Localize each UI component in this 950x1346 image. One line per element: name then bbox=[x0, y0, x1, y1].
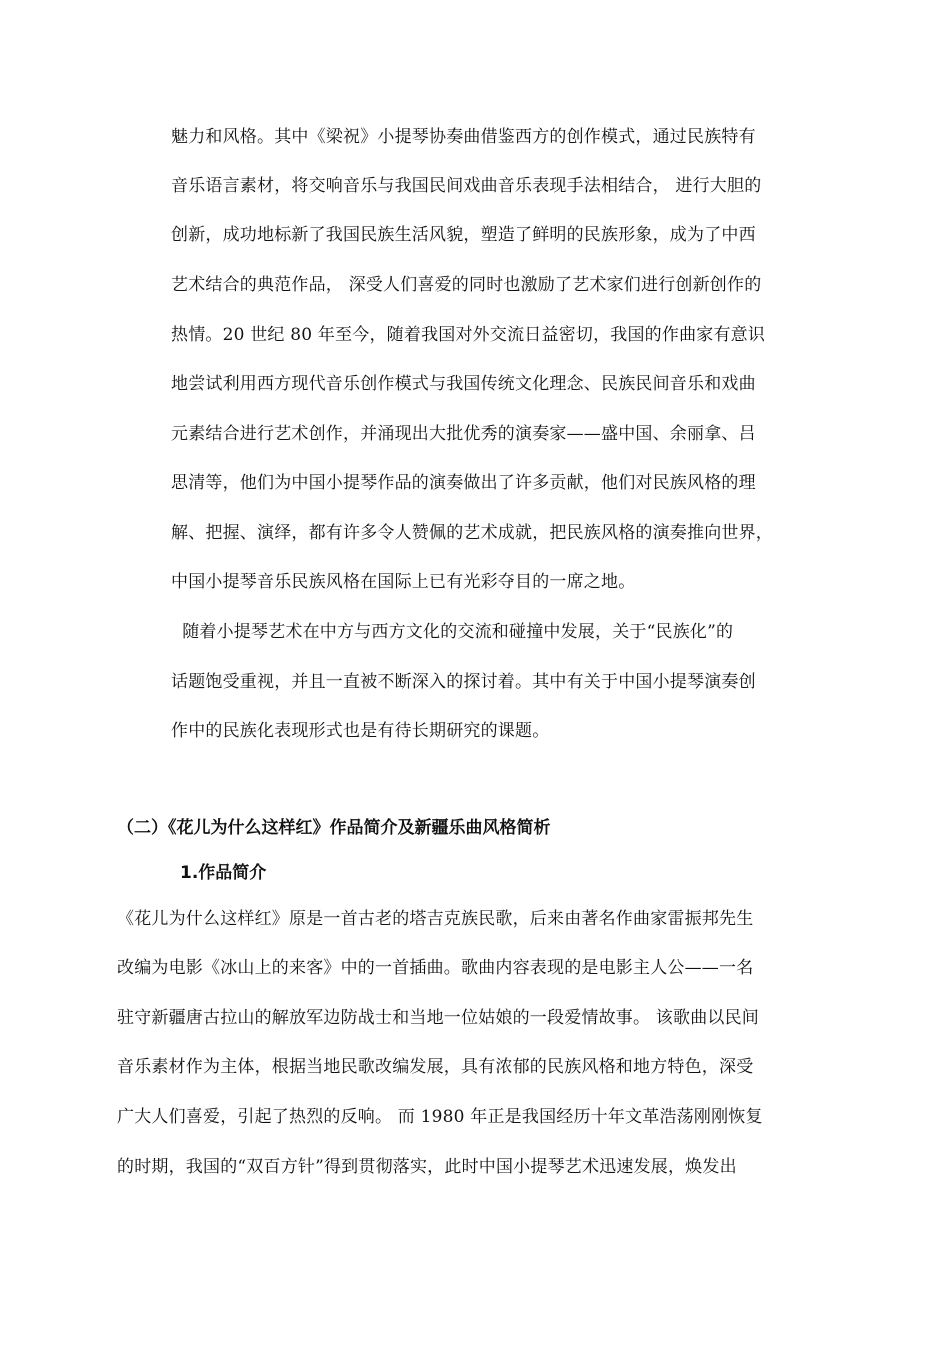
text-line: 音乐语言素材，将交响音乐与我国民间戏曲音乐表现手法相结合， 进行大胆的 bbox=[171, 176, 762, 196]
text-line: 改编为电影《冰山上的来客》中的一首插曲。歌曲内容表现的是电影主人公——一名 bbox=[117, 958, 754, 978]
text-line: 随着小提琴艺术在中方与西方文化的交流和碰撞中发展，关于“民族化”的 bbox=[171, 622, 734, 642]
text-line: 驻守新疆唐古拉山的解放军边防战士和当地一位姑娘的一段爱情故事。 该歌曲以民间 bbox=[117, 1008, 760, 1028]
text-line: 地尝试利用西方现代音乐创作模式与我国传统文化理念、民族民间音乐和戏曲 bbox=[171, 374, 756, 394]
text-line: 热情。20 世纪 80 年至今，随着我国对外交流日益密切，我国的作曲家有意识 bbox=[171, 325, 766, 345]
text-line: 魅力和风格。其中《梁祝》小提琴协奏曲借鉴西方的创作模式，通过民族特有 bbox=[171, 127, 756, 147]
section-heading: （二）《花儿为什么这样红》作品简介及新疆乐曲风格简析 bbox=[117, 818, 551, 838]
text-line: 创新，成功地标新了我国民族生活风貌，塑造了鲜明的民族形象，成为了中西 bbox=[171, 225, 756, 245]
text-line: 的时期，我国的“双百方针”得到贯彻落实，此时中国小提琴艺术迅速发展，焕发出 bbox=[117, 1157, 737, 1177]
subsection-heading: 1.作品简介 bbox=[180, 863, 267, 883]
text-line: 《花儿为什么这样红》原是一首古老的塔吉克族民歌，后来由著名作曲家雷振邦先生 bbox=[117, 909, 754, 929]
text-line: 话题饱受重视，并且一直被不断深入的探讨着。其中有关于中国小提琴演奏创 bbox=[171, 672, 756, 692]
text-line: 解、把握、演绎，都有许多令人赞佩的艺术成就，把民族风格的演奏推向世界， bbox=[171, 523, 773, 543]
text-line: 音乐素材作为主体，根据当地民歌改编发展，具有浓郁的民族风格和地方特色，深受 bbox=[117, 1057, 754, 1077]
text-line: 广大人们喜爱，引起了热烈的反响。 而 1980 年正是我国经历十年文革浩荡刚刚恢复 bbox=[117, 1107, 763, 1127]
text-line: 思清等，他们为中国小提琴作品的演奏做出了许多贡献，他们对民族风格的理 bbox=[171, 473, 756, 493]
text-line: 元素结合进行艺术创作，并涌现出大批优秀的演奏家——盛中国、余丽拿、吕 bbox=[171, 424, 756, 444]
text-line: 作中的民族化表现形式也是有待长期研究的课题。 bbox=[171, 721, 550, 741]
text-line: 中国小提琴音乐民族风格在国际上已有光彩夺目的一席之地。 bbox=[171, 572, 636, 592]
text-line: 艺术结合的典范作品， 深受人们喜爱的同时也激励了艺术家们进行创新创作的 bbox=[171, 275, 762, 295]
